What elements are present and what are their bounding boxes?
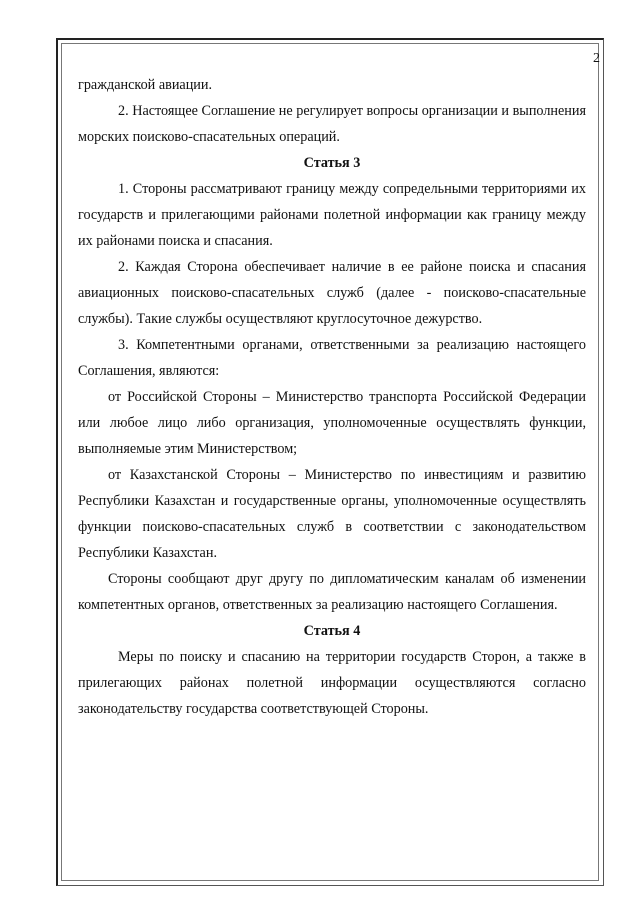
article-3-paragraph-kazakhstan: от Казахстанской Стороны – Министерство по инвестициям и развитию Республики Казахстан и государственные органы, уполномоченные осуществлять функции поисково-спасательных служб в соответствии с законодательством Республики Казахстан. [78, 467, 586, 561]
article-3-paragraph-russia: от Российской Стороны – Министерство транспорта Российской Федерации или любое лицо либо организация, уполномоченные осуществлять функции, выполняемые этим Министерством; [78, 389, 586, 457]
intro-paragraph-2: 2. Настоящее Соглашение не регулирует вопросы организации и выполнения морских поисково-спасательных операций. [78, 103, 586, 145]
article-3-paragraph-1: 1. Стороны рассматривают границу между сопредельными территориями их государств и прилегающими районами полетной информации как границу между их районами поиска и спасания. [78, 181, 586, 249]
article-3-paragraph-2: 2. Каждая Сторона обеспечивает наличие в ее районе поиска и спасания авиационных поисково-спасательных служб (далее - поисково-спасательные службы). Такие службы осуществляют круглосуточное дежурство. [78, 259, 586, 327]
article-3-paragraph-notice: Стороны сообщают друг другу по дипломатическим каналам об изменении компетентных органов, ответственных за реализацию настоящего Соглашения. [78, 571, 586, 613]
article-4-paragraph-1: Меры по поиску и спасанию на территории государств Сторон, а также в прилегающих районах полетной информации осуществляются согласно законодательству государства соответствующей Стороны. [78, 649, 586, 717]
article-3-paragraph-3: 3. Компетентными органами, ответственными за реализацию настоящего Соглашения, являются: [78, 337, 586, 379]
document-body [78, 72, 586, 722]
intro-line: гражданской авиации. [78, 77, 213, 93]
article-3-heading: Статья 3 [303, 155, 361, 171]
page-number: 2 [593, 51, 600, 66]
article-4-heading: Статья 4 [303, 623, 361, 639]
